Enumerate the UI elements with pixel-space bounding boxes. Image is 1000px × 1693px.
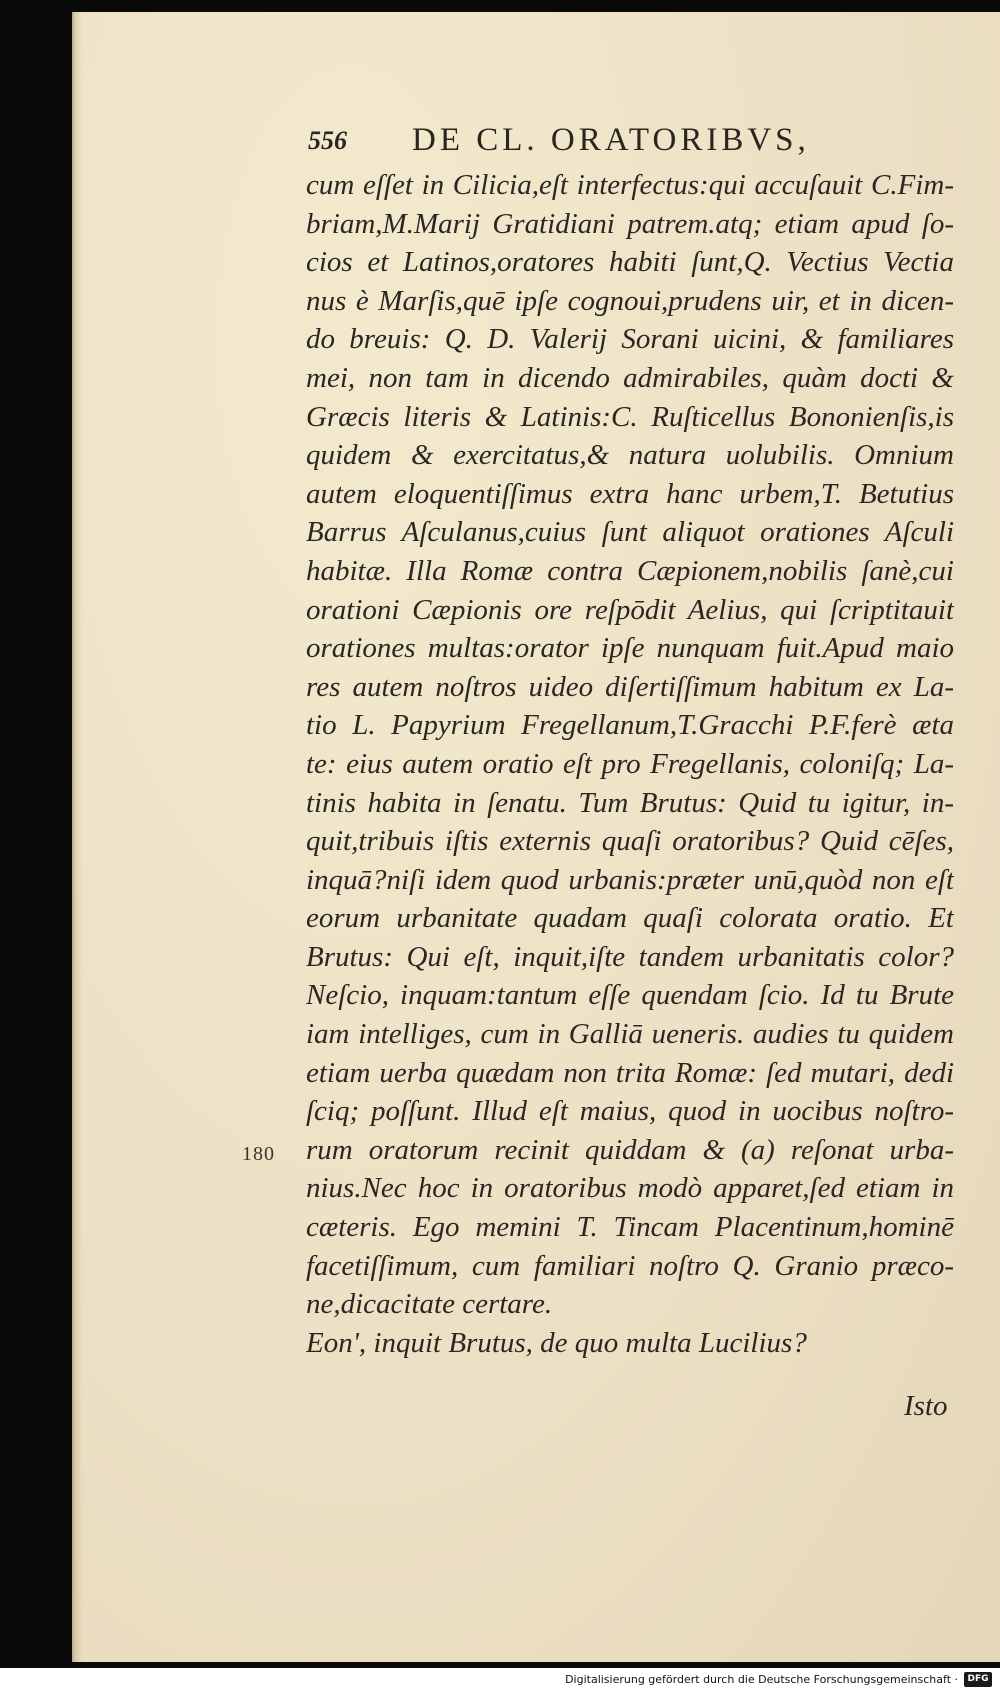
text-line: iam intelliges, cum in Galliā ueneris. audies tu quidem — [306, 1018, 954, 1051]
text-line: te: eius autem oratio eſt pro Fregellanis, coloniſq; La- — [306, 747, 954, 780]
text-line: inquā?niſi idem quod urbanis:præter unū,quòd non eſt — [306, 863, 954, 896]
text-line: ne,dicacitate certare. — [306, 1288, 553, 1321]
text-line: Brutus: Qui eſt, inquit,iſte tandem urbanitatis color? — [306, 940, 954, 973]
text-line: ſciq; poſſunt. Illud eſt maius, quod in uocibus noſtro- — [306, 1095, 954, 1128]
text-line: cios et Latinos,oratores habiti ſunt,Q. Vectius Vectia — [306, 246, 954, 279]
text-line: tio L. Papyrium Fregellanum,T.Gracchi P.F.ferè æta — [306, 709, 954, 742]
funding-note: Digitalisierung gefördert durch die Deutsche Forschungsgemeinschaft · — [565, 1673, 958, 1686]
text-line: autem eloquentiſſimus extra hanc urbem,T. Betutius — [306, 477, 954, 510]
text-line: orationes multas:orator ipſe nunquam fuit.Apud maio — [306, 632, 954, 665]
text-line: mei, non tam in dicendo admirabiles, quàm docti & — [306, 361, 954, 394]
text-line: Eon', inquit Brutus, de quo multa Lucilius? — [306, 1326, 807, 1359]
text-line: briam,M.Marij Gratidiani patrem.atq; etiam apud ſo- — [306, 207, 954, 240]
margin-line-number: 180 — [242, 1143, 275, 1165]
text-line: tinis habita in ſenatu. Tum Brutus: Quid tu igitur, in- — [306, 786, 954, 819]
text-line: Barrus Aſculanus,cuius ſunt aliquot orationes Aſculi — [306, 516, 954, 549]
body-text — [306, 166, 954, 1362]
text-line: cum eſſet in Cilicia,eſt interfectus:qui accuſauit C.Fim- — [306, 169, 954, 201]
dfg-logo-icon: DFG — [964, 1672, 992, 1687]
folio-number: 556 — [308, 126, 347, 155]
page-gutter-shadow — [72, 12, 82, 1662]
text-line: facetiſſimum, cum familiari noſtro Q. Granio præco- — [306, 1249, 954, 1282]
text-line: quit,tribuis iſtis externis quaſi oratoribus? Quid cēſes, — [306, 825, 954, 858]
text-line: do breuis: Q. D. Valerij Sorani uicini, & familiares — [306, 323, 954, 356]
catchword: Isto — [904, 1390, 948, 1422]
text-line: orationi Cæpionis ore reſpōdit Aelius, qui ſcriptitauit — [306, 593, 954, 626]
text-line: habitæ. Illa Romæ contra Cæpionem,nobilis ſanè,cui — [306, 554, 954, 587]
footer-bar — [0, 1668, 1000, 1693]
text-line: res autem noſtros uideo diſertiſſimum habitum ex La- — [306, 670, 954, 703]
text-line: Neſcio, inquam:tantum eſſe quendam ſcio. Id tu Brute — [306, 979, 954, 1012]
text-line: eorum urbanitate quadam quaſi colorata oratio. Et — [306, 902, 954, 935]
text-line: nus è Marſis,quē ipſe cognoui,prudens uir, et in dicen- — [306, 284, 954, 317]
text-line: Græcis literis & Latinis:C. Ruſticellus Bononienſis,is — [306, 400, 954, 433]
text-line: etiam uerba quædam non trita Romæ: ſed mutari, dedi — [306, 1056, 954, 1089]
running-head: DE CL. ORATORIBVS, — [412, 122, 810, 158]
text-line: quidem & exercitatus,& natura uolubilis. Omnium — [306, 439, 954, 472]
text-line: cæteris. Ego memini T. Tincam Placentinum,hominē — [306, 1211, 954, 1244]
page-header — [308, 122, 948, 162]
text-line: nius.Nec hoc in oratoribus modò apparet,ſed etiam in — [306, 1172, 954, 1205]
text-line: rum oratorum recinit quiddam & (a) reſonat urba- — [306, 1133, 954, 1166]
